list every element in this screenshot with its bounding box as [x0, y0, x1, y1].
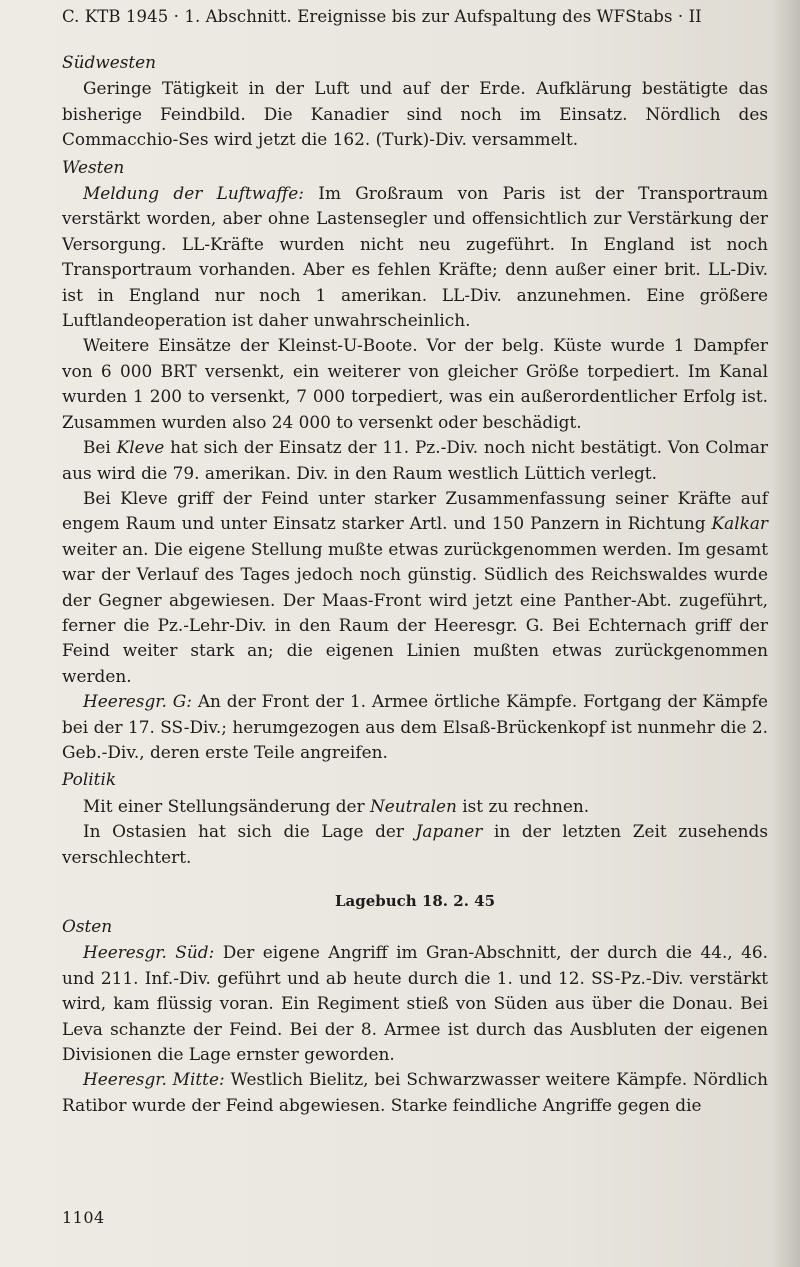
paragraph-politik-1	[62, 794, 768, 819]
running-header: C. KTB 1945 · 1. Abschnitt. Ereignisse bis zur Aufspaltung des WFStabs · II	[62, 7, 702, 26]
paragraph-osten-1	[62, 940, 768, 1067]
paragraph-text: Im Großraum von Paris ist der Transportraum verstärkt worden, aber ohne Lastensegler und offensichtlich zur Verstärkung der Versorgung. LL-Kräfte wurden nicht neu zugeführt. In England ist noch Transportraum vorhanden. Aber es fehlen Kräfte; denn außer einer brit. LL-Div. ist in England nur noch 1 amerikan. LL-Div. anzunehmen. Eine größere Luftlandeoperation ist daher unwahrscheinlich.	[62, 183, 768, 331]
lagebuch-date-heading: Lagebuch 18. 2. 45	[334, 892, 496, 910]
paragraph-politik-2	[62, 819, 768, 870]
paragraph-text: Westlich Bielitz, bei Schwarzwasser weitere Kämpfe. Nördlich Ratibor wurde der Feind abgewiesen. Starke feindliche Angriffe gegen die	[62, 1069, 769, 1115]
section-heading-osten: Osten	[62, 916, 113, 936]
section-heading-politik: Politik	[62, 769, 117, 790]
paragraph-suedwesten-1: Geringe Tätigkeit in der Luft und auf der Erde. Aufklärung bestätigte das bisherige Feindbild. Die Kanadier sind noch im Einsatz. Nördlich des Commacchio-Ses wird jetzt die 162. (Turk)-Div. versammelt.	[62, 78, 768, 150]
paragraph-osten-2	[62, 1067, 768, 1118]
paragraph-westen-1	[62, 181, 768, 333]
section-heading-suedwesten: Südwesten	[62, 52, 157, 72]
paragraph-westen-3	[62, 435, 768, 486]
section-heading-westen: Westen	[62, 156, 125, 177]
paragraph-westen-5	[62, 689, 768, 765]
paragraph-text: In Ostasien hat sich die Lage der	[83, 821, 416, 842]
inline-lead-heeresgr-g: Heeresgr. G:	[83, 691, 192, 712]
term-neutralen: Neutralen	[369, 795, 457, 816]
paragraph-text: Der eigene Angriff im Gran-Abschnitt, der durch die 44., 46. und 211. Inf.-Div. geführt und ab heute durch die 1. und 12. SS-Pz.-Div. verstärkt wird, kam flüssig voran. Ein Regiment stieß von Süden aus über die Donau. Bei Leva schanzte der Feind. Bei der 8. Armee ist durch das Ausbluten der eigenen Divisionen die Lage ernster geworden.	[62, 942, 768, 1065]
paragraph-text: An der Front der 1. Armee örtliche Kämpfe. Fortgang der Kämpfe bei der 17. SS-Div.; herumgezogen aus dem Elsaß-Brückenkopf ist nunmehr die 2. Geb.-Div., deren erste Teile angreifen.	[62, 691, 768, 762]
paragraph-text: hat sich der Einsatz der 11. Pz.-Div. noch nicht bestätigt. Von Colmar aus wird die 79. amerikan. Div. in den Raum westlich Lüttich verlegt.	[62, 437, 768, 483]
place-kleve: Kleve	[116, 437, 165, 458]
paragraph-text: Bei Kleve griff der Feind unter starker Zusammenfassung seiner Kräfte auf engem Raum und unter Einsatz starker Artl. und 150 Panzern in Richtung	[62, 487, 768, 534]
paragraph-westen-4	[62, 486, 768, 689]
inline-lead-heeresgr-sued: Heeresgr. Süd:	[83, 942, 215, 963]
place-kalkar: Kalkar	[711, 513, 768, 534]
inline-lead-luftwaffe: Meldung der Luftwaffe:	[83, 183, 304, 204]
paragraph-text: Bei	[83, 437, 117, 458]
page-spine-shadow	[772, 0, 800, 1267]
paragraph-text: ist zu rechnen.	[456, 795, 590, 816]
paragraph-text: Mit einer Stellungsänderung der	[83, 795, 370, 816]
page-body	[62, 48, 768, 1118]
paragraph-text: in der letzten Zeit zusehends verschlechtert.	[62, 821, 768, 867]
page-number: 1104	[62, 1208, 105, 1227]
paragraph-text: weiter an. Die eigene Stellung mußte etwas zurückgenommen werden. Im gesamt war der Verlauf des Tages jedoch noch günstig. Südlich des Reichswaldes wurde der Gegner abgewiesen. Der Maas-Front wird jetzt eine Panther-Abt. zugeführt, ferner die Pz.-Lehr-Div. in den Raum der Heeresgr. G. Bei Echternach griff der Feind weiter stark an; die eigenen Linien mußten etwas zurückgenommen werden.	[62, 538, 768, 686]
term-japaner: Japaner	[415, 821, 483, 842]
inline-lead-heeresgr-mitte: Heeresgr. Mitte:	[83, 1069, 225, 1090]
paragraph-westen-2: Weitere Einsätze der Kleinst-U-Boote. Vor der belg. Küste wurde 1 Dampfer von 6 000 BRT versenkt, ein weiterer von gleicher Größe torpediert. Im Kanal wurden 1 200 to versenkt, 7 000 torpediert, was ein außerordentlicher Erfolg ist. Zusammen wurden also 24 000 to versenkt oder beschädigt.	[62, 335, 768, 432]
